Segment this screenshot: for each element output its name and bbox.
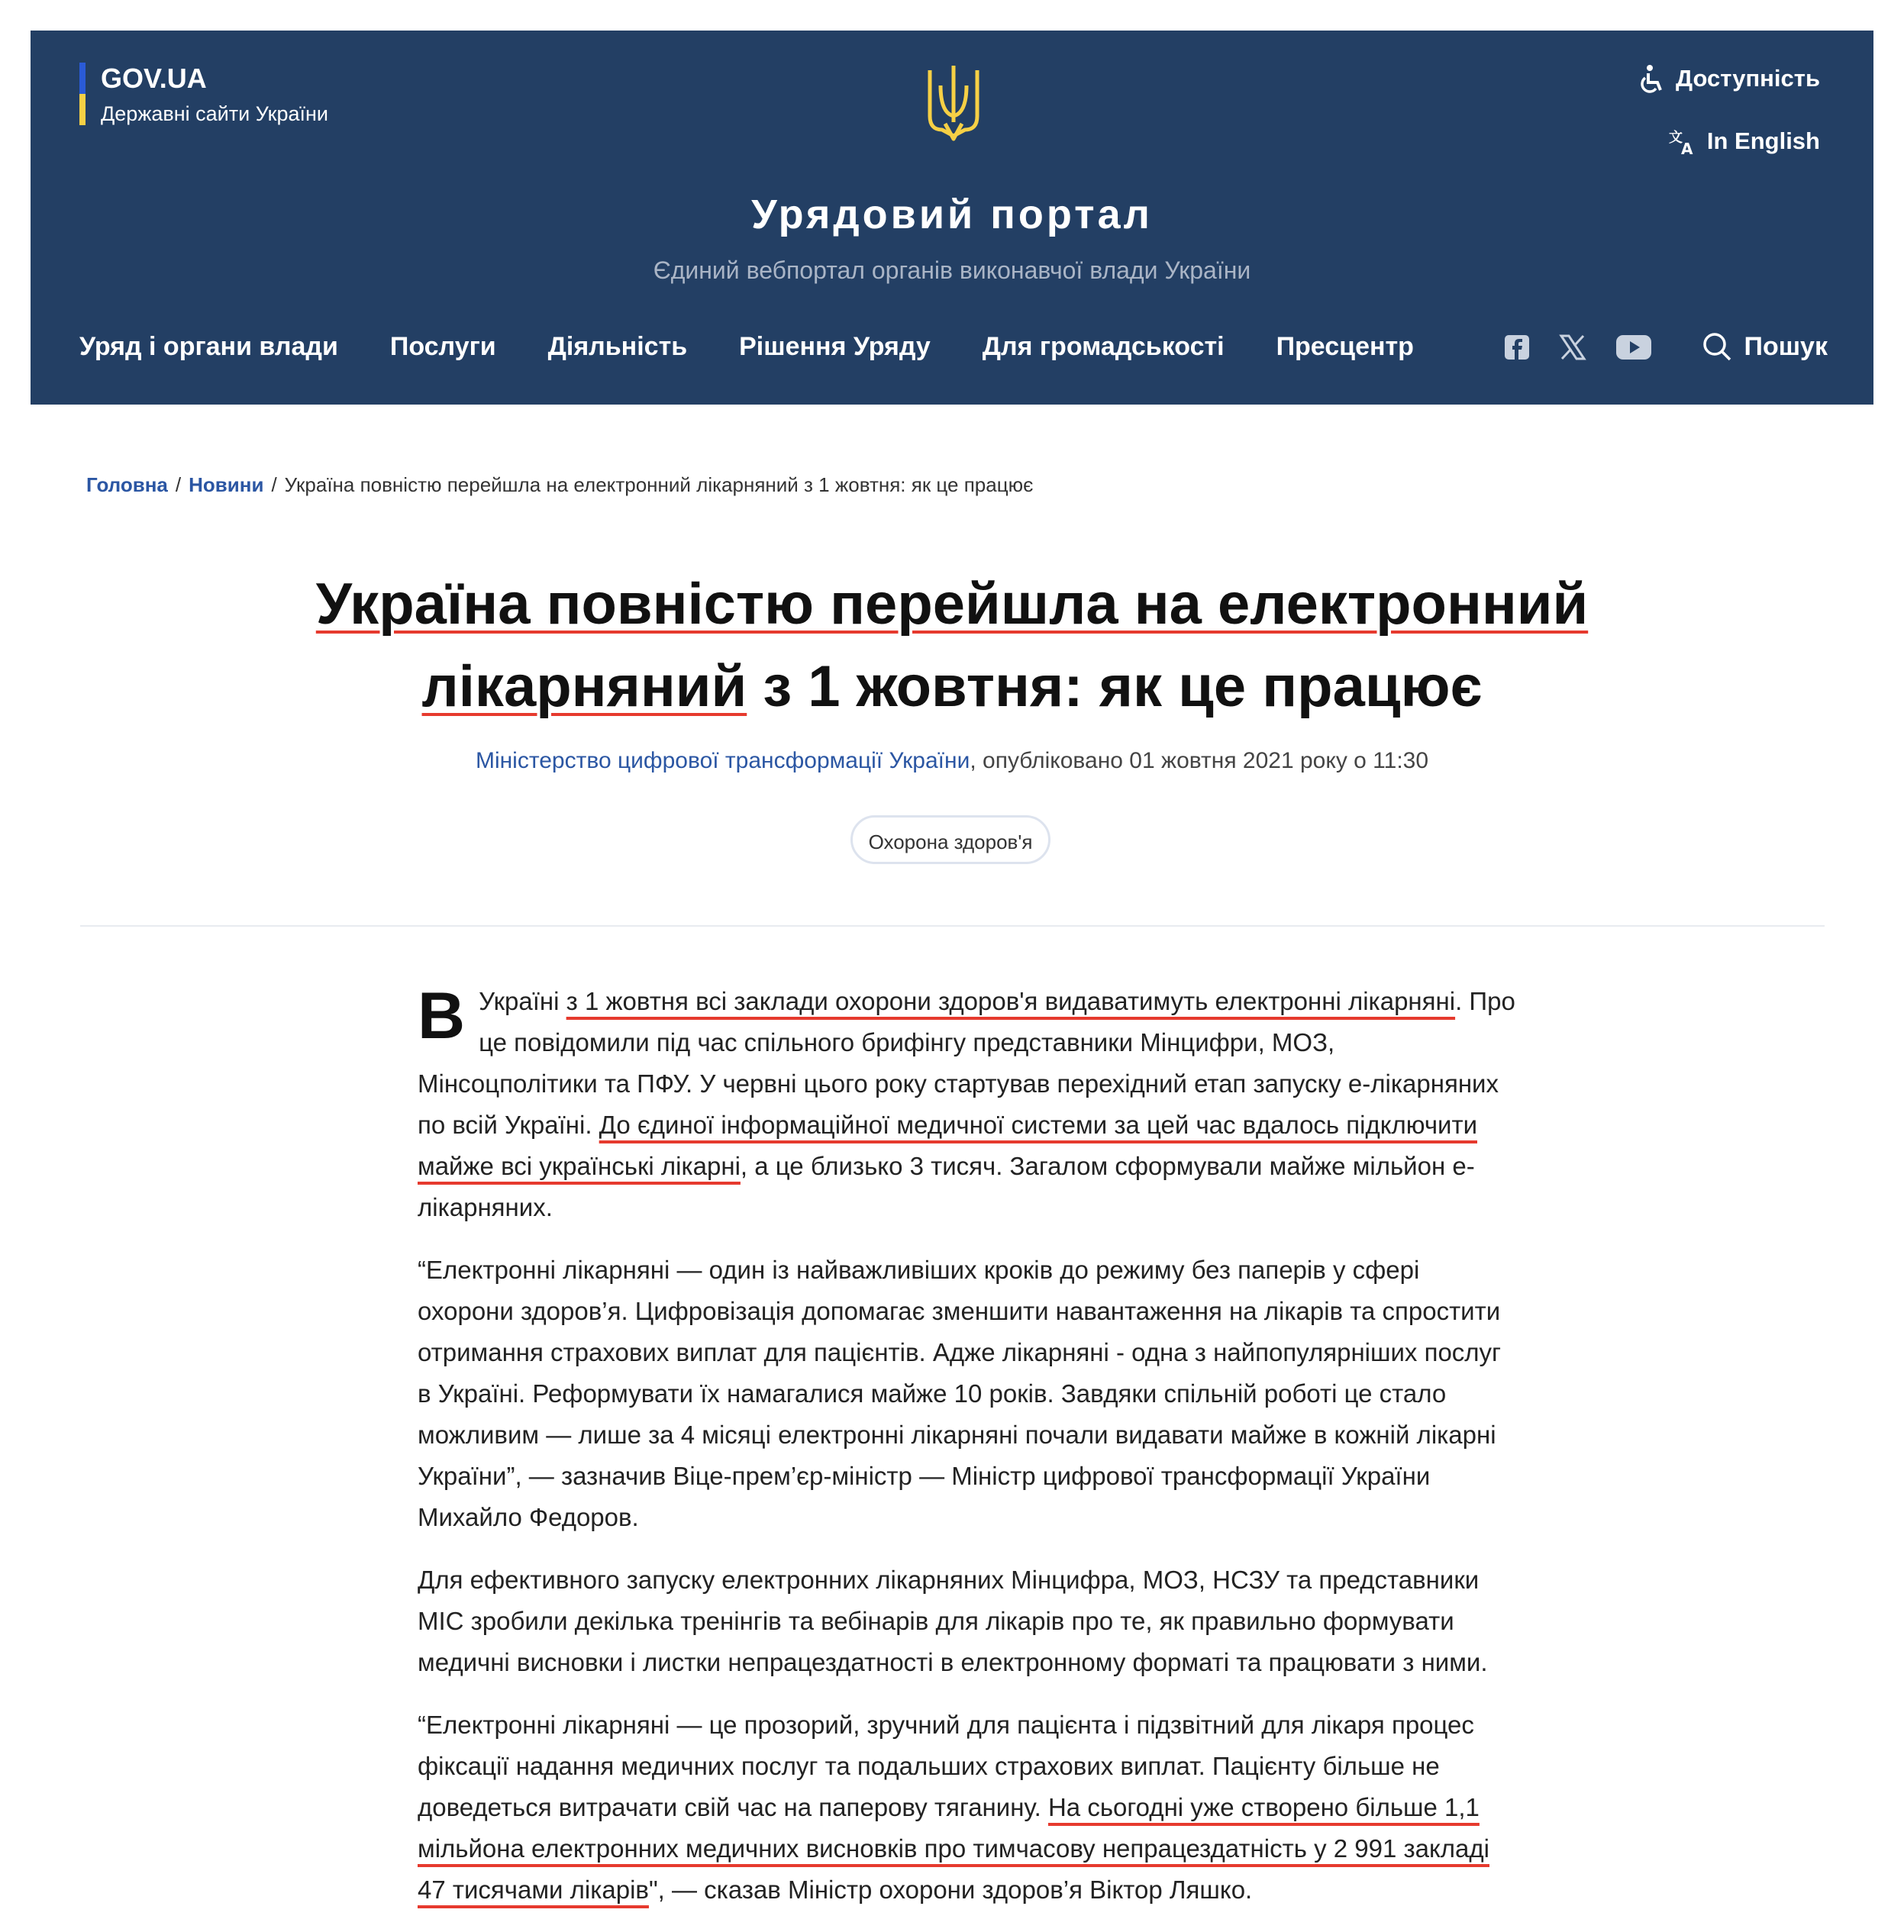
svg-text:文: 文	[1668, 130, 1683, 146]
language-label: In English	[1706, 127, 1820, 154]
p1-text-2: . Про це повідомили під час спільного брифінгу представники Мінцифри, МОЗ, Мінсоцполітики та ПФУ. У червні цього року стартував перехідний етап запуску е-лікарняних по всій Україні.	[418, 987, 1515, 1139]
search-label: Пошук	[1744, 331, 1828, 361]
trident-icon[interactable]	[925, 63, 982, 142]
govua-title: GOV.UA	[101, 63, 207, 94]
accessibility-button[interactable]	[1639, 64, 1820, 93]
breadcrumb	[86, 473, 1033, 497]
nav-government[interactable]: Уряд і органи влади	[79, 332, 338, 361]
translate-icon	[1667, 127, 1696, 156]
page-title	[153, 563, 1751, 728]
portal-subtitle: Єдиний вебпортал органів виконавчої влади України	[653, 256, 1251, 284]
paragraph-4	[418, 1705, 1517, 1911]
p1-text-3: , а це близько 3 тисяч. Загалом сформували майже мільйон е-лікарняних.	[418, 1152, 1475, 1221]
title-part-2: лікарняний	[421, 654, 747, 719]
nav-decisions[interactable]: Рішення Уряду	[739, 332, 931, 361]
language-switch[interactable]	[1667, 127, 1820, 156]
breadcrumb-current: Україна повністю перейшла на електронний лікарняний з 1 жовтня: як це працює	[284, 473, 1034, 496]
article-meta	[0, 748, 1904, 774]
breadcrumb-separator: /	[175, 473, 182, 496]
title-part-3: з 1 жовтня: як це працює	[747, 654, 1483, 719]
divider	[80, 925, 1825, 927]
paragraph-3: Для ефективного запуску електронних лікарняних Мінцифра, МОЗ, НСЗУ та представники МІС зробили декілька тренінгів та вебінарів для лікарів про те, як правильно формувати медичні висновки і листки непрацездатності в електронному форматі та працювати з ними.	[418, 1566, 1488, 1676]
search-icon	[1702, 331, 1732, 362]
nav-services[interactable]: Послуги	[389, 332, 496, 361]
topic-tag[interactable]: Охорона здоров'я	[850, 815, 1050, 864]
site-header	[31, 31, 1873, 405]
nav-activity[interactable]: Діяльність	[547, 332, 688, 361]
published-date: , опубліковано 01 жовтня 2021 року о 11:30	[970, 748, 1429, 773]
source-link[interactable]: Міністерство цифрової трансформації України	[475, 748, 970, 773]
dropcap: В	[418, 979, 466, 1053]
ukraine-flag-icon	[79, 63, 86, 125]
accessibility-icon	[1639, 64, 1665, 93]
svg-text:A: A	[1680, 140, 1693, 156]
title-part-1: Україна повністю перейшла на електронний	[315, 572, 1589, 637]
breadcrumb-home[interactable]: Головна	[86, 473, 168, 496]
social-links	[1504, 334, 1652, 360]
accessibility-label: Доступність	[1676, 65, 1820, 92]
main-nav	[79, 332, 1414, 362]
nav-press[interactable]: Пресцентр	[1276, 332, 1414, 361]
x-icon[interactable]	[1559, 334, 1586, 360]
facebook-icon[interactable]	[1504, 334, 1530, 360]
article-body	[418, 981, 1517, 1932]
p4-highlight-1: На сьогодні уже створено більше 1,1 мільйона електронних медичних висновків про тимчасову непрацездатність у 2 991 закладі 47 тисячами лікарів	[418, 1793, 1489, 1904]
paragraph-2: “Електронні лікарняні — один із найважливіших кроків до режиму без паперів у сфері охорони здоров’я. Цифровізація допомагає зменшити навантаження на лікарів та спростити отримання страхових виплат для пацієнтів. Адже лікарняні - одна з найпопулярніших послуг в Україні. Реформувати їх намагалися майже 10 років. Завдяки спільній роботі це стало можливим — лише за 4 місяці електронні лікарняні почали видавати майже в кожній лікарні України”, — зазначив Віце-прем’єр-міністр — Міністр цифрової трансформації України Михайло Федоров.	[418, 1256, 1502, 1531]
portal-title[interactable]: Урядовий портал	[751, 192, 1153, 237]
p1-highlight-2: До єдиної інформаційної медичної системи за цей час вдалось підключити майже всі українські лікарні	[418, 1111, 1477, 1180]
youtube-icon[interactable]	[1615, 334, 1652, 360]
nav-public[interactable]: Для громадськості	[982, 332, 1225, 361]
p4-text-1: “Електронні лікарняні — це прозорий, зручний для пацієнта і підзвітний для лікаря процес фіксації надання медичних послуг та подальших страхових виплат. Пацієнту більше не доведеться витрачати свій час на паперову тяганину.	[418, 1711, 1474, 1821]
breadcrumb-news[interactable]: Новини	[189, 473, 264, 496]
search-button[interactable]	[1702, 331, 1828, 362]
p4-text-2: ", — сказав Міністр охорони здоров’я Віктор Ляшко.	[648, 1876, 1253, 1904]
p1-text-1: Україні	[479, 987, 566, 1015]
p1-highlight-1: з 1 жовтня всі заклади охорони здоров'я видаватимуть електронні лікарняні	[566, 987, 1456, 1015]
paragraph-1	[418, 981, 1517, 1228]
breadcrumb-separator: /	[271, 473, 277, 496]
govua-subtitle: Державні сайти України	[101, 102, 328, 125]
